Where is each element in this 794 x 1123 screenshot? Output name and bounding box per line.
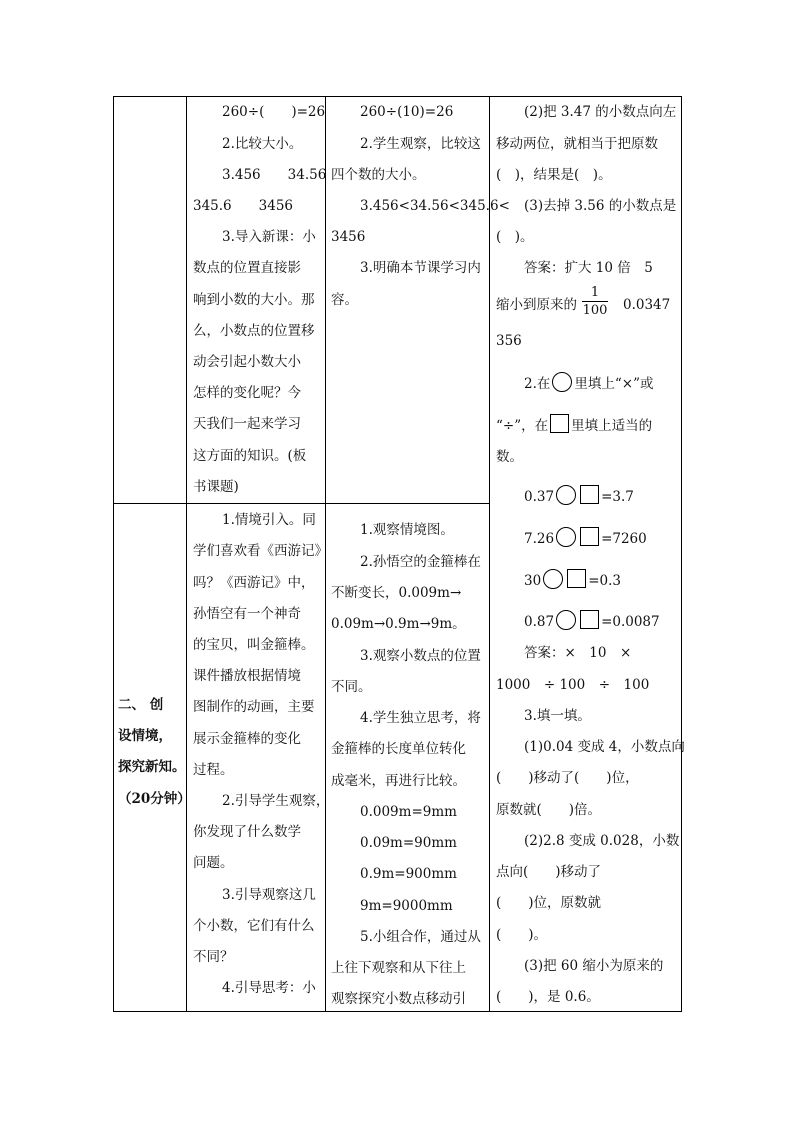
circle-blank-icon	[552, 372, 572, 392]
answer-line: 缩小到原来的	[496, 297, 577, 313]
teacher-line: 这方面的知识。(板	[193, 448, 307, 464]
teacher-line: 动会引起小数大小	[193, 354, 301, 370]
student-line: 四个数的大小。	[331, 167, 426, 183]
exercise-line: 移动两位，就相当于把原数	[496, 136, 658, 152]
teacher-line: 数点的位置直接影	[193, 260, 301, 276]
student-line: 3.明确本节课学习内	[360, 260, 481, 276]
equation-row	[524, 527, 647, 547]
circle-blank-icon	[556, 610, 576, 630]
exercise-line: (3)去掉 3.56 的小数点是	[524, 198, 677, 214]
equation-left: 7.26	[524, 531, 555, 547]
exercise-line	[524, 372, 654, 392]
teacher-line: 么，小数点的位置移	[193, 323, 315, 339]
exercise-line: (1)0.04 变成 4，小数点向	[524, 739, 685, 755]
student-line: 4.学生独立思考，将	[360, 710, 481, 726]
equation-right: =0.3	[588, 573, 621, 589]
exercise-line: ( )。	[496, 927, 548, 943]
student-line: 0.09m=90mm	[360, 835, 457, 851]
teacher-line: 响到小数的大小。那	[193, 292, 315, 308]
fraction-denominator: 100	[582, 303, 608, 318]
exercise-line: ( )，是 0.6。	[496, 989, 600, 1005]
teacher-line: 3.456 34.56	[222, 167, 327, 183]
square-blank-icon	[550, 414, 569, 433]
exercise-line	[496, 414, 652, 434]
student-line: 3.观察小数点的位置	[360, 648, 481, 664]
teacher-line: 怎样的变化呢？今	[193, 385, 301, 401]
teacher-line: 3.引导观察这几	[222, 887, 316, 903]
exercise-text: 2.在	[524, 376, 551, 392]
exercise-text: 里填上适当的	[571, 418, 653, 434]
stage-label-line: 探究新知。	[118, 759, 186, 775]
teacher-line: 展示金箍棒的变化	[193, 731, 301, 747]
student-line: 5.小组合作，通过从	[360, 929, 481, 945]
exercise-line: 数。	[496, 449, 523, 465]
teacher-line: 345.6 3456	[193, 198, 294, 214]
square-blank-icon	[567, 569, 586, 588]
student-line: 容。	[331, 292, 358, 308]
teacher-line: 的宝贝，叫金箍棒。	[193, 637, 315, 653]
answer-line: 答案：扩大 10 倍 5	[524, 260, 653, 276]
equation-row	[524, 569, 621, 589]
equation-right: =3.7	[601, 489, 634, 505]
teacher-line: 图制作的动画，主要	[193, 699, 315, 715]
exercise-line: (2)2.8 变成 0.028，小数	[524, 833, 680, 849]
student-line: 3456	[331, 229, 366, 245]
equation-right: =7260	[601, 531, 647, 547]
exercise-line: 点向( )移动了	[496, 864, 602, 880]
exercise-text: “÷”，在	[496, 418, 549, 434]
student-line: 上往下观察和从下往上	[331, 960, 466, 976]
student-line: 观察探究小数点移动引	[331, 991, 466, 1007]
answer-line: 356	[496, 333, 522, 349]
teacher-line: 课件播放根据情境	[193, 668, 301, 684]
row-divider	[114, 503, 490, 504]
teacher-line: 书课题)	[193, 479, 239, 495]
equation-left: 0.37	[524, 489, 555, 505]
square-blank-icon	[580, 527, 599, 546]
equation-row	[524, 485, 634, 505]
teacher-line: 你发现了什么数学	[193, 824, 301, 840]
student-line: 0.009m=9mm	[360, 804, 457, 820]
square-blank-icon	[580, 610, 599, 629]
stage-label-line: 设情境，	[118, 728, 172, 744]
teacher-line: 个小数，它们有什么	[193, 918, 315, 934]
exercise-line: 3.填一填。	[524, 708, 591, 724]
student-line: 0.9m=900mm	[360, 866, 457, 882]
circle-blank-icon	[543, 569, 563, 589]
student-line: 9m=9000mm	[360, 898, 453, 914]
column-divider	[489, 97, 490, 1011]
student-line: 不断变长，0.009m→	[331, 585, 462, 601]
student-line: 260÷(10)=26	[360, 104, 454, 120]
circle-blank-icon	[556, 485, 576, 505]
exercise-line: ( )。	[496, 229, 534, 245]
stage-label-line: 二、 创	[118, 697, 164, 713]
teacher-line: 过程。	[193, 762, 234, 778]
student-line: 成毫米，再进行比较。	[331, 773, 466, 789]
answer-line: 1000 ÷ 100 ÷ 100	[496, 677, 650, 693]
teacher-line: 2.引导学生观察，	[222, 793, 330, 809]
fraction-one-hundredth	[582, 285, 608, 318]
column-divider	[186, 97, 187, 1011]
teacher-line: 2.比较大小。	[222, 136, 303, 152]
teacher-line: 学们喜欢看《西游记》	[193, 543, 328, 559]
answer-line: 答案：× 10 ×	[524, 645, 632, 661]
student-line: 不同。	[331, 679, 372, 695]
student-line: 2.孙悟空的金箍棒在	[360, 554, 481, 570]
teacher-line: 4.引导思考：小	[222, 980, 316, 996]
stage-label-line: （20分钟）	[118, 791, 191, 807]
exercise-line: ( )位，原数就	[496, 895, 602, 911]
equation-left: 0.87	[524, 614, 555, 630]
exercise-line: ( )移动了( )位，	[496, 770, 639, 786]
teacher-line: 吗？《西游记》中，	[193, 575, 315, 591]
square-blank-icon	[580, 485, 599, 504]
equation-right: =0.0087	[601, 614, 660, 630]
teacher-line: 不同？	[193, 949, 234, 965]
student-line: 1.观察情境图。	[360, 522, 454, 538]
student-line: 金箍棒的长度单位转化	[331, 741, 466, 757]
equation-row	[524, 610, 660, 630]
teacher-line: 1.情境引入。同	[222, 512, 316, 528]
equation-left: 30	[524, 573, 542, 589]
exercise-line: 原数就( )倍。	[496, 802, 602, 818]
teacher-line: 天我们一起来学习	[193, 416, 301, 432]
teacher-line: 260÷( )=26	[222, 104, 326, 120]
exercise-line: ( )，结果是( )。	[496, 167, 612, 183]
student-line: 3.456<34.56<345.6<	[360, 198, 510, 214]
exercise-line: (2)把 3.47 的小数点向左	[524, 104, 677, 120]
student-line: 0.09m→0.9m→9m。	[331, 616, 466, 632]
fraction-numerator: 1	[590, 285, 600, 300]
exercise-text: 里填上“×”或	[574, 376, 654, 392]
teacher-line: 孙悟空有一个神奇	[193, 606, 301, 622]
exercise-line: (3)把 60 缩小为原来的	[524, 958, 664, 974]
teacher-line: 问题。	[193, 855, 234, 871]
answer-line: 0.0347	[623, 297, 671, 313]
circle-blank-icon	[556, 527, 576, 547]
student-line: 2.学生观察，比较这	[360, 136, 481, 152]
fraction-bar	[582, 301, 608, 302]
teacher-line: 3.导入新课：小	[222, 229, 316, 245]
